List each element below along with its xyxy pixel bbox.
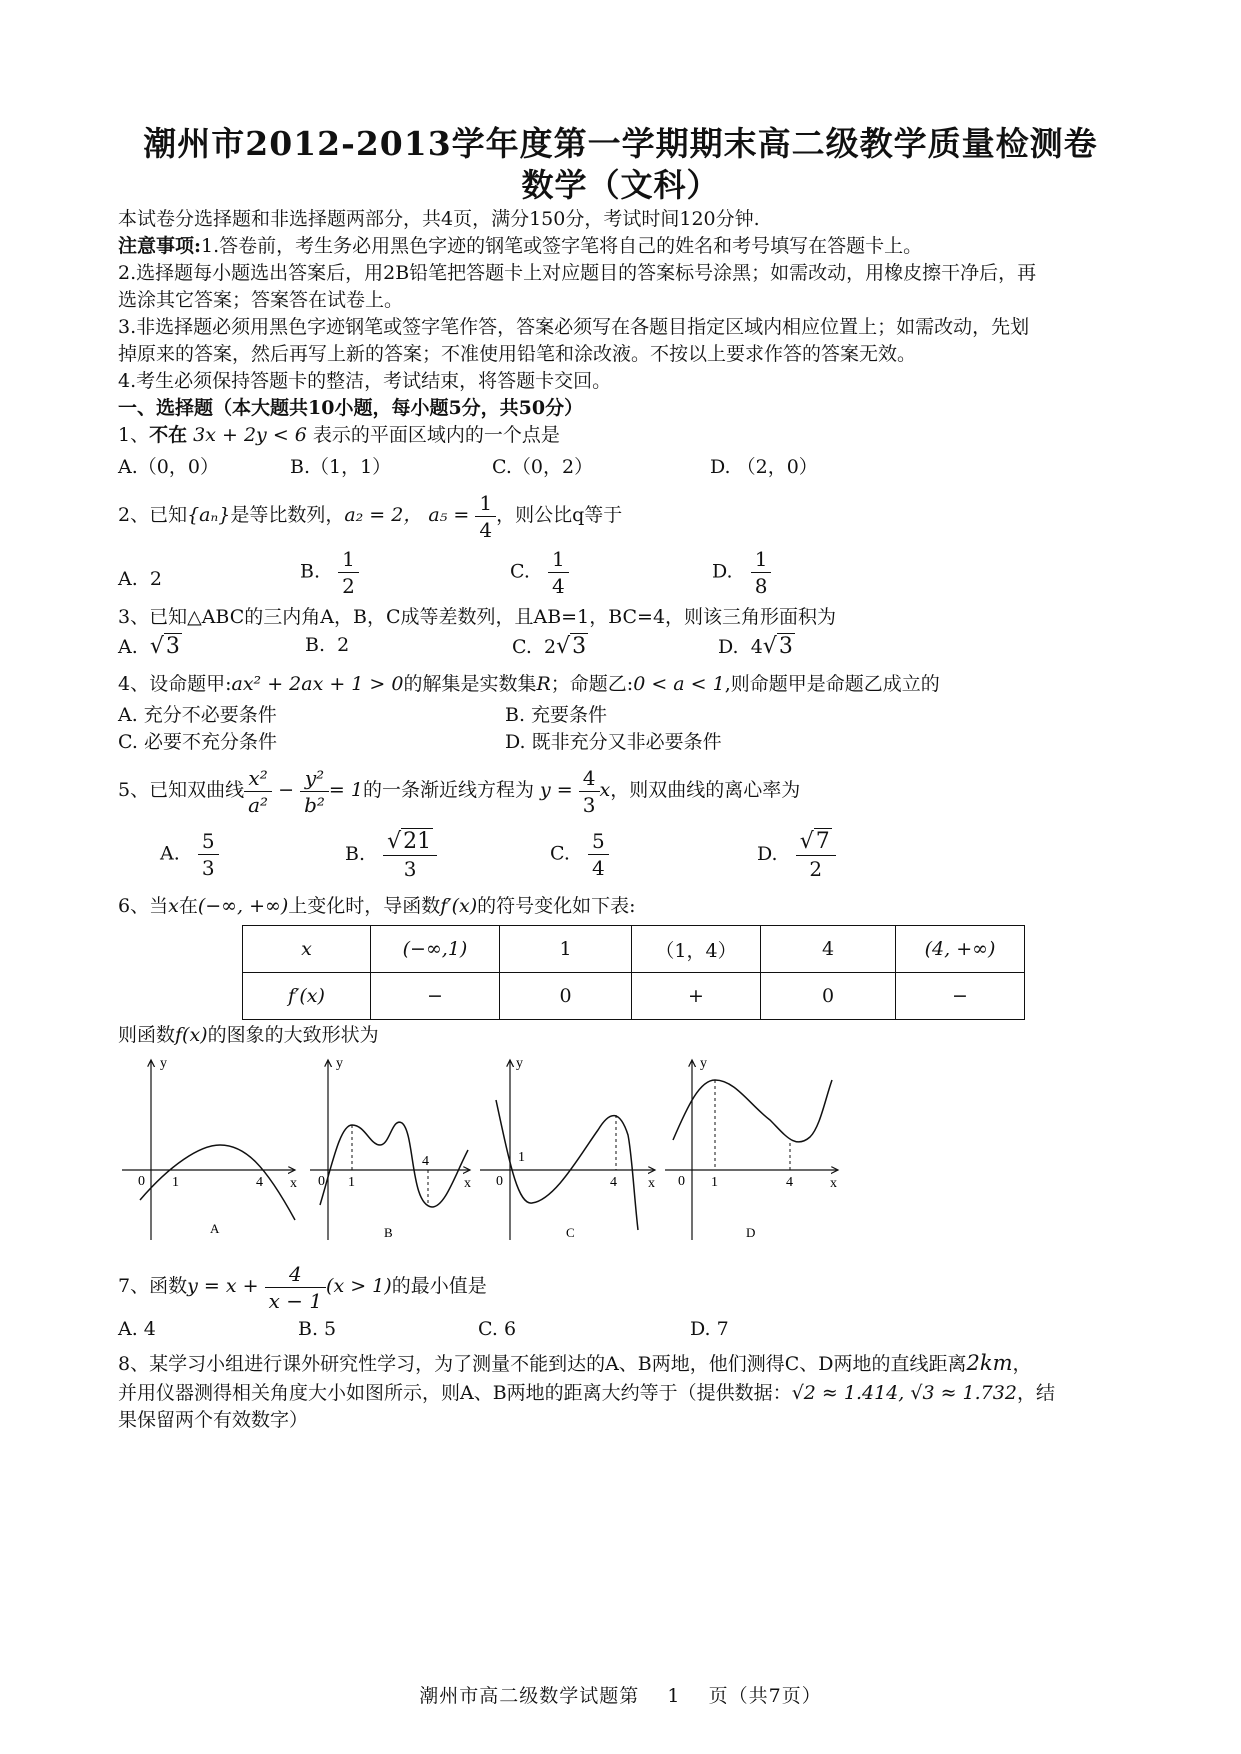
q5-fraction-x: [244, 765, 272, 818]
radicand: 21: [403, 829, 432, 854]
option-label: C.: [550, 842, 570, 865]
table-row: [243, 973, 1025, 1020]
q6-after-a: 则函数: [118, 1024, 176, 1046]
option-fraction: [751, 546, 772, 599]
q2-option-b: [300, 546, 359, 599]
q1-option-c: C.（0，2）: [492, 456, 594, 478]
origin-label: 0: [496, 1174, 503, 1189]
table-cell: x: [243, 926, 371, 973]
q3-option-a: [118, 634, 182, 659]
q7-option-a: A. 4: [118, 1318, 156, 1340]
q5-mid: 的一条渐近线方程为: [362, 779, 534, 801]
fraction-denominator: 8: [754, 574, 768, 598]
q5-equals-one: = 1: [328, 779, 363, 801]
q8-data: √2 ≈ 1.414, √3 ≈ 1.732: [791, 1382, 1017, 1404]
table-cell: −: [371, 973, 500, 1020]
option-label: D.: [757, 843, 778, 865]
tick-label-1: 1: [172, 1175, 179, 1190]
question-1-stem: [118, 422, 1128, 448]
x-axis-label: x: [464, 1176, 471, 1191]
sqrt-symbol: √21: [387, 829, 432, 854]
y-axis-label: y: [336, 1056, 343, 1071]
option-value: 2: [337, 634, 350, 656]
q2-mid: 是等比数列，: [230, 504, 345, 526]
graph-label: A: [210, 1221, 220, 1236]
q5-option-c: [550, 828, 609, 881]
graph-d: [665, 1056, 838, 1240]
origin-label: 0: [138, 1174, 145, 1189]
question-7-stem: [118, 1258, 1128, 1314]
option-label: A.: [118, 568, 138, 590]
table-cell: +: [632, 973, 761, 1020]
fraction-denominator: 3: [403, 857, 417, 881]
q7-suffix: 的最小值是: [391, 1275, 487, 1297]
tick-label-1: 1: [518, 1150, 525, 1165]
fraction-denominator: b²: [304, 792, 325, 817]
q8-line1-b: ，: [1012, 1353, 1032, 1375]
notice-4: 4.考生必须保持答题卡的整洁，考试结束，将答题卡交回。: [118, 370, 612, 392]
q6-followup: [118, 1022, 1128, 1048]
notice-line-1: [118, 233, 1128, 259]
x-axis-label: x: [290, 1176, 297, 1191]
q4-stem-d: ,则命题甲是命题乙成立的: [724, 673, 940, 695]
q6-mid1: 在: [178, 895, 198, 917]
q5-option-b: [345, 828, 437, 882]
radicand: 3: [778, 634, 793, 659]
q2-condition-2-lhs: a₅ =: [428, 504, 470, 526]
question-2-stem: [118, 487, 1128, 543]
y-axis-label: y: [516, 1056, 523, 1071]
notice-1: 1.答卷前，考生务必用黑色字迹的钢笔或签字笔将自己的姓名和考号填写在答题卡上。: [201, 235, 923, 257]
derivative-sign-table: [242, 925, 1025, 1020]
option-value: 2: [149, 568, 162, 590]
tick-label-4: 4: [422, 1154, 429, 1169]
q4-stem-c: ；命题乙:: [550, 673, 634, 695]
q3-option-b: [305, 634, 349, 656]
q6-mid2: 上变化时，导函数: [288, 895, 441, 917]
option-fraction: [198, 828, 219, 881]
question-4-stem: [118, 671, 1128, 697]
question-6-stem: [118, 893, 1128, 919]
y-axis-label: y: [700, 1056, 707, 1071]
page-footer: [0, 1681, 1241, 1708]
q8-line1-a: 8、某学习小组进行课外研究性学习，为了测量不能到达的A、B两地，他们测得C、D两地的直线距离: [118, 1353, 967, 1375]
fraction-denominator: 3: [201, 856, 215, 880]
q4-option-c: C. 必要不充分条件: [118, 731, 277, 753]
tick-label-1: 1: [348, 1175, 355, 1190]
q4-stem-b: 的解集是实数集: [403, 673, 537, 695]
q4-set-r: R: [536, 673, 551, 695]
q6-derivative: f′(x): [440, 895, 478, 917]
q6-interval: (−∞, +∞): [197, 895, 289, 917]
fraction-denominator: 3: [582, 792, 596, 817]
graph-b: [310, 1056, 471, 1240]
minus-sign: −: [278, 779, 295, 801]
section-heading: 一、选择题（本大题共10小题，每小题5分，共50分）: [118, 397, 584, 419]
option-label: B.: [305, 634, 326, 656]
table-row: [243, 926, 1025, 973]
option-fraction: [383, 828, 437, 882]
option-label: D.: [718, 636, 739, 658]
sqrt-symbol: √3: [556, 634, 587, 659]
q7-prefix: 7、函数: [118, 1275, 188, 1297]
q7-condition: (x > 1): [326, 1275, 392, 1297]
fraction-numerator: 4: [579, 765, 600, 792]
q6-after-b: 的图象的大致形状为: [207, 1024, 379, 1046]
q5-option-d: [757, 828, 836, 882]
exam-title: 潮州市2012-2013学年度第一学期期末高二级教学质量检测卷: [143, 124, 1098, 163]
fraction-denominator: 4: [552, 574, 565, 598]
table-cell: 4: [761, 926, 896, 973]
q4-expression-1: ax² + 2ax + 1 > 0: [231, 673, 404, 695]
sqrt-symbol: √3: [149, 634, 180, 659]
q3-option-d: [718, 634, 795, 659]
sqrt-symbol: √3: [762, 634, 793, 659]
q6-var: x: [168, 895, 179, 917]
q8-line2-b: ，结: [1016, 1382, 1055, 1404]
graph-label: C: [566, 1225, 575, 1240]
q7-fraction: [265, 1261, 326, 1314]
option-fraction: [548, 546, 569, 599]
notice-2b: 选涂其它答案；答案答在试卷上。: [118, 289, 404, 311]
exam-subtitle: 数学（文科）: [521, 166, 720, 204]
q1-expression: 3x + 2y < 6: [193, 424, 307, 446]
footer-text-b: 页（共7页）: [708, 1685, 822, 1707]
q7-option-d: D. 7: [690, 1318, 729, 1340]
q7-option-c: C. 6: [478, 1318, 517, 1340]
option-coefficient: 4: [750, 636, 763, 658]
tick-label-4: 4: [256, 1175, 263, 1190]
y-axis-label: y: [160, 1056, 167, 1071]
option-fraction: [588, 828, 609, 881]
table-cell: 0: [500, 973, 632, 1020]
q5-asymptote-x: x: [599, 779, 611, 801]
question-5-stem: [118, 762, 1128, 818]
q1-option-b: B.（1，1）: [290, 456, 392, 478]
q2-sequence: {aₙ}: [187, 504, 231, 526]
q1-suffix: 表示的平面区域内的一个点是: [312, 424, 560, 446]
q5-fraction-y: [300, 765, 329, 818]
q2-option-d: [712, 546, 771, 599]
question-3-stem: 3、已知△ABC的三内角A，B，C成等差数列，且AB=1，BC=4，则该三角形面积为: [118, 606, 837, 628]
q2-prefix: 2、已知: [118, 504, 188, 526]
radicand: 3: [572, 634, 587, 659]
notice-label: 注意事项:: [118, 235, 202, 257]
q8-line2-a: 并用仪器测得相关角度大小如图所示，则A、B两地的距离大约等于（提供数据：: [118, 1382, 792, 1404]
radicand: 3: [165, 634, 180, 659]
x-axis-label: x: [830, 1176, 837, 1191]
sqrt-symbol: √7: [799, 829, 830, 854]
fraction-numerator: 1: [751, 546, 772, 573]
fraction-numerator: 1: [475, 490, 496, 517]
fraction-denominator: 2: [809, 857, 823, 881]
fraction-numerator: x²: [244, 765, 272, 792]
q2-option-a: [118, 568, 162, 590]
option-fraction: [796, 828, 836, 882]
q1-prefix: 1、: [118, 424, 150, 446]
graph-label: B: [384, 1225, 393, 1240]
fraction-numerator: 5: [588, 828, 609, 855]
q4-option-b: B. 充要条件: [505, 704, 608, 726]
q3-option-c: [512, 634, 588, 659]
origin-label: 0: [678, 1174, 685, 1189]
fraction-denominator: 2: [342, 574, 355, 598]
option-label: D.: [712, 560, 733, 583]
origin-label: 0: [318, 1174, 325, 1189]
intro-line: 本试卷分选择题和非选择题两部分，共4页，满分150分，考试时间120分钟.: [118, 208, 760, 230]
q6-suffix: 的符号变化如下表:: [477, 895, 636, 917]
notice-2a: 2.选择题每小题选出答案后，用2B铅笔把答题卡上对应题目的答案标号涂黑；如需改动，用橡皮擦干净后，再: [118, 262, 1037, 284]
notice-3b: 掉原来的答案，然后再写上新的答案；不准使用铅笔和涂改液。不按以上要求作答的答案无效。: [118, 343, 917, 365]
table-cell: (4, +∞): [896, 926, 1025, 973]
q4-option-a: A. 充分不必要条件: [118, 704, 277, 726]
graph-label: D: [746, 1225, 756, 1240]
footer-page-number: 1: [667, 1685, 681, 1707]
table-cell: −: [896, 973, 1025, 1020]
q2-condition-1: a₂ = 2，: [344, 504, 423, 526]
tick-label-1: 1: [711, 1175, 718, 1190]
option-fraction: [338, 546, 359, 599]
option-label: A.: [118, 636, 138, 658]
q4-stem-a: 4、设命题甲:: [118, 673, 232, 695]
option-label: C.: [510, 560, 530, 583]
question-8-line-1: [118, 1350, 1128, 1377]
q1-option-d: D. （2，0）: [710, 456, 818, 478]
q5-suffix: ，则双曲线的离心率为: [610, 779, 801, 801]
q5-asymptote-fraction: [579, 765, 600, 818]
q1-option-a: A.（0，0）: [118, 456, 219, 478]
table-cell: 0: [761, 973, 896, 1020]
graph-a: [122, 1056, 297, 1240]
q2-suffix: ，则公比q等于: [496, 504, 623, 526]
tick-label-4: 4: [610, 1175, 617, 1190]
fraction-denominator: 4: [592, 856, 605, 880]
table-cell: 1: [500, 926, 632, 973]
fraction-denominator: a²: [248, 792, 269, 817]
option-label: B.: [300, 560, 321, 583]
q6-prefix: 6、当: [118, 895, 169, 917]
q7-lhs: y = x +: [187, 1275, 259, 1297]
notice-3a: 3.非选择题必须用黑色字迹钢笔或签字笔作答，答案必须写在各题目指定区域内相应位置上；如需改动，先划: [118, 316, 1030, 338]
q4-option-d: D. 既非充分又非必要条件: [505, 731, 722, 753]
q5-asymptote-lhs: y =: [540, 779, 573, 801]
table-cell: (−∞,1): [371, 926, 500, 973]
q2-condition-2-fraction: [475, 490, 496, 543]
fraction-denominator: 4: [479, 517, 493, 542]
q2-option-c: [510, 546, 569, 599]
question-8-line-3: 果保留两个有效数字）: [118, 1409, 309, 1431]
footer-text-a: 潮州市高二级数学试题第: [419, 1685, 640, 1707]
q7-option-b: B. 5: [298, 1318, 337, 1340]
fraction-numerator: 1: [338, 546, 359, 573]
q6-function: f(x): [175, 1024, 208, 1046]
option-label: B.: [345, 843, 366, 865]
table-cell: （1，4）: [632, 926, 761, 973]
question-8-line-2: [118, 1380, 1128, 1406]
x-axis-label: x: [648, 1176, 655, 1191]
fraction-numerator: 4: [265, 1261, 326, 1288]
option-coefficient: 2: [544, 636, 557, 658]
fraction-numerator: y²: [300, 765, 329, 792]
graph-c: [480, 1056, 655, 1240]
fraction-numerator: 1: [548, 546, 569, 573]
q1-bold-word: 不在: [149, 424, 188, 446]
q5-prefix: 5、已知双曲线: [118, 779, 245, 801]
q4-expression-2: 0 < a < 1: [633, 673, 725, 695]
fraction-denominator: x − 1: [268, 1288, 323, 1313]
q8-distance: 2km: [966, 1351, 1013, 1375]
q5-option-a: [160, 828, 219, 881]
tick-label-4: 4: [786, 1175, 793, 1190]
function-graph-options: [120, 1055, 950, 1247]
radicand: 7: [815, 829, 830, 854]
fraction-numerator: 5: [198, 828, 219, 855]
table-cell: f′(x): [243, 973, 371, 1020]
option-label: C.: [512, 636, 532, 658]
option-label: A.: [160, 842, 180, 865]
